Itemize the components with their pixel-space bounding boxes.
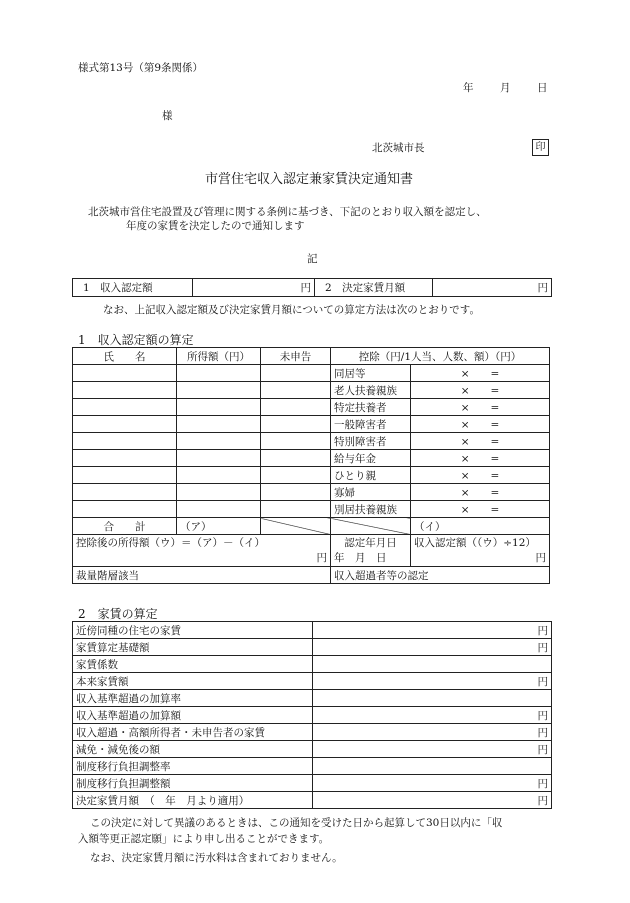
deduction-formula[interactable]: × = (411, 501, 550, 518)
total-label: 合 計 (73, 518, 177, 535)
cert-date-cell[interactable] (331, 535, 411, 567)
date-year: 年 (463, 82, 474, 94)
rent-row-label: 制度移行負担調整率 (73, 758, 313, 775)
rent-row-value[interactable]: 円 (313, 673, 552, 690)
income-label: 1 収入認定額 (73, 279, 193, 297)
income-cell[interactable] (177, 416, 261, 433)
rent-row-label: 制度移行負担調整額 (73, 775, 313, 792)
summary-table (72, 278, 552, 297)
col-deduction: 控除（円/1人当、人数、額）（円） (331, 348, 550, 365)
document-title: 市営住宅収入認定兼家賃決定通知書 (205, 172, 414, 187)
issuer-name: 北茨城市長 (372, 142, 425, 154)
income-value[interactable] (193, 279, 315, 297)
name-cell[interactable] (73, 484, 177, 501)
rent-row-label: 本来家賃額 (73, 673, 313, 690)
name-cell[interactable] (73, 467, 177, 484)
deduction-row (73, 450, 550, 467)
form-number: 様式第13号（第9条関係） (78, 62, 204, 74)
deduction-row (73, 484, 550, 501)
deduction-label: 寡婦 (331, 484, 411, 501)
cert-date-value: 年 月 日 (334, 552, 387, 564)
rent-row (73, 656, 552, 673)
total-a: （ア） (177, 518, 261, 535)
footer-line-2: 入額等更正認定願」により申し出ることができます。 (78, 833, 330, 845)
unreported-cell[interactable] (261, 382, 331, 399)
name-cell[interactable] (73, 399, 177, 416)
rent-row-value[interactable] (313, 690, 552, 707)
rent-row-label: 家賃係数 (73, 656, 313, 673)
deduction-row (73, 399, 550, 416)
deduction-row (73, 501, 550, 518)
date-month: 月 (500, 82, 511, 94)
deduction-label: ひとり親 (331, 467, 411, 484)
ki-label: 記 (307, 253, 318, 265)
seal-mark: 印 (532, 139, 549, 156)
income-cell[interactable] (177, 433, 261, 450)
rent-row-value[interactable]: 円 (313, 622, 552, 639)
footer-line-1: この決定に対して異議のあるときは、この通知を受けた日から起算して30日以内に「収 (90, 817, 503, 829)
section2-heading: 2 家賃の算定 (78, 607, 158, 621)
rent-row-value[interactable]: 円 (313, 775, 552, 792)
cert-income-unit: 円 (535, 552, 547, 564)
deduction-formula[interactable]: × = (411, 365, 550, 382)
unreported-cell[interactable] (261, 501, 331, 518)
name-cell[interactable] (73, 382, 177, 399)
unreported-cell[interactable] (261, 484, 331, 501)
rent-row-value[interactable]: 円 (313, 741, 552, 758)
rent-row (73, 707, 552, 724)
rent-row-label: 減免・減免後の額 (73, 741, 313, 758)
name-cell[interactable] (73, 501, 177, 518)
after-deduction-unit: 円 (316, 552, 327, 564)
total-deduction-label (331, 518, 411, 535)
name-cell[interactable] (73, 365, 177, 382)
footer-line-3: なお、決定家賃月額に汚水料は含まれておりません。 (90, 852, 343, 864)
rent-row-label: 近傍同種の住宅の家賃 (73, 622, 313, 639)
name-cell[interactable] (73, 433, 177, 450)
intro-line-2: 年度の家賃を決定したので通知します (126, 220, 305, 232)
rent-row (73, 741, 552, 758)
rent-row (73, 792, 552, 809)
deduction-row (73, 433, 550, 450)
rent-row-value[interactable]: 円 (313, 707, 552, 724)
discretionary-cell[interactable]: 裁量階層該当 (73, 567, 331, 584)
name-cell[interactable] (73, 450, 177, 467)
rent-row-label: 収入基準超過の加算額 (73, 707, 313, 724)
total-i: （イ） (411, 518, 550, 535)
deduction-formula[interactable]: × = (411, 416, 550, 433)
rent-value[interactable] (433, 279, 552, 297)
rent-row-value[interactable]: 円 (313, 639, 552, 656)
rent-row-value[interactable] (313, 656, 552, 673)
income-calc-table (72, 347, 550, 584)
deduction-formula[interactable]: × = (411, 433, 550, 450)
income-cell[interactable] (177, 399, 261, 416)
deduction-label: 特定扶養者 (331, 399, 411, 416)
rent-row-label: 決定家賃月額 （ 年 月より適用） (73, 792, 313, 809)
rent-row (73, 775, 552, 792)
unreported-cell[interactable] (261, 467, 331, 484)
cert-income-label: 収入認定額（（ウ）÷12） (414, 537, 536, 549)
deduction-label: 老人扶養親族 (331, 382, 411, 399)
deduction-formula[interactable]: × = (411, 382, 550, 399)
section1-heading: 1 収入認定額の算定 (78, 333, 194, 347)
deduction-row (73, 365, 550, 382)
unreported-cell[interactable] (261, 416, 331, 433)
unreported-cell[interactable] (261, 450, 331, 467)
rent-row-value[interactable] (313, 758, 552, 775)
rent-row (73, 673, 552, 690)
cert-income-cell[interactable] (411, 535, 550, 567)
name-cell[interactable] (73, 416, 177, 433)
intro-line-1: 北茨城市営住宅設置及び管理に関する条例に基づき、下記のとおり収入額を認定し、 (88, 206, 487, 218)
deduction-row (73, 416, 550, 433)
rent-row (73, 639, 552, 656)
rent-row-label: 家賃算定基礎額 (73, 639, 313, 656)
deduction-formula[interactable]: × = (411, 467, 550, 484)
date-day: 日 (537, 82, 548, 94)
deduction-formula[interactable]: × = (411, 450, 550, 467)
rent-row-label: 収入基準超過の加算率 (73, 690, 313, 707)
income-cell[interactable] (177, 450, 261, 467)
unreported-cell[interactable] (261, 433, 331, 450)
deduction-label: 別居扶養親族 (331, 501, 411, 518)
rent-calc-table (72, 621, 552, 809)
total-unreported (261, 518, 331, 535)
rent-row (73, 622, 552, 639)
calc-note: なお、上記収入認定額及び決定家賃月額についての算定方法は次のとおりです。 (103, 304, 480, 316)
income-cell[interactable] (177, 501, 261, 518)
after-deduction-cell[interactable] (73, 535, 331, 567)
income-cell[interactable] (177, 382, 261, 399)
after-deduction-label: 控除後の所得額（ウ）＝（ア）－（イ） (76, 537, 265, 549)
deduction-label: 一般障害者 (331, 416, 411, 433)
rent-row (73, 758, 552, 775)
col-income: 所得額（円） (177, 348, 261, 365)
income-unit: 円 (300, 282, 311, 294)
income-cell[interactable] (177, 467, 261, 484)
col-unreported: 未申告 (261, 348, 331, 365)
rent-row-value[interactable]: 円 (313, 792, 552, 809)
over-income-cell[interactable]: 収入超過者等の認定 (331, 567, 550, 584)
rent-row (73, 724, 552, 741)
deduction-label: 給与年金 (331, 450, 411, 467)
unreported-cell[interactable] (261, 399, 331, 416)
addressee-suffix: 様 (162, 110, 173, 122)
rent-row (73, 690, 552, 707)
deduction-row (73, 382, 550, 399)
rent-unit: 円 (537, 282, 548, 294)
rent-label: 2 決定家賃月額 (315, 279, 433, 297)
income-cell[interactable] (177, 365, 261, 382)
unreported-cell[interactable] (261, 365, 331, 382)
col-name: 氏 名 (73, 348, 177, 365)
deduction-formula[interactable]: × = (411, 399, 550, 416)
rent-row-value[interactable]: 円 (313, 724, 552, 741)
deduction-row (73, 467, 550, 484)
deduction-label: 特別障害者 (331, 433, 411, 450)
rent-row-label: 収入超過・高額所得者・未申告者の家賃 (73, 724, 313, 741)
income-cell[interactable] (177, 484, 261, 501)
cert-date-label: 認定年月日 (344, 537, 397, 549)
deduction-label: 同居等 (331, 365, 411, 382)
deduction-formula[interactable]: × = (411, 484, 550, 501)
